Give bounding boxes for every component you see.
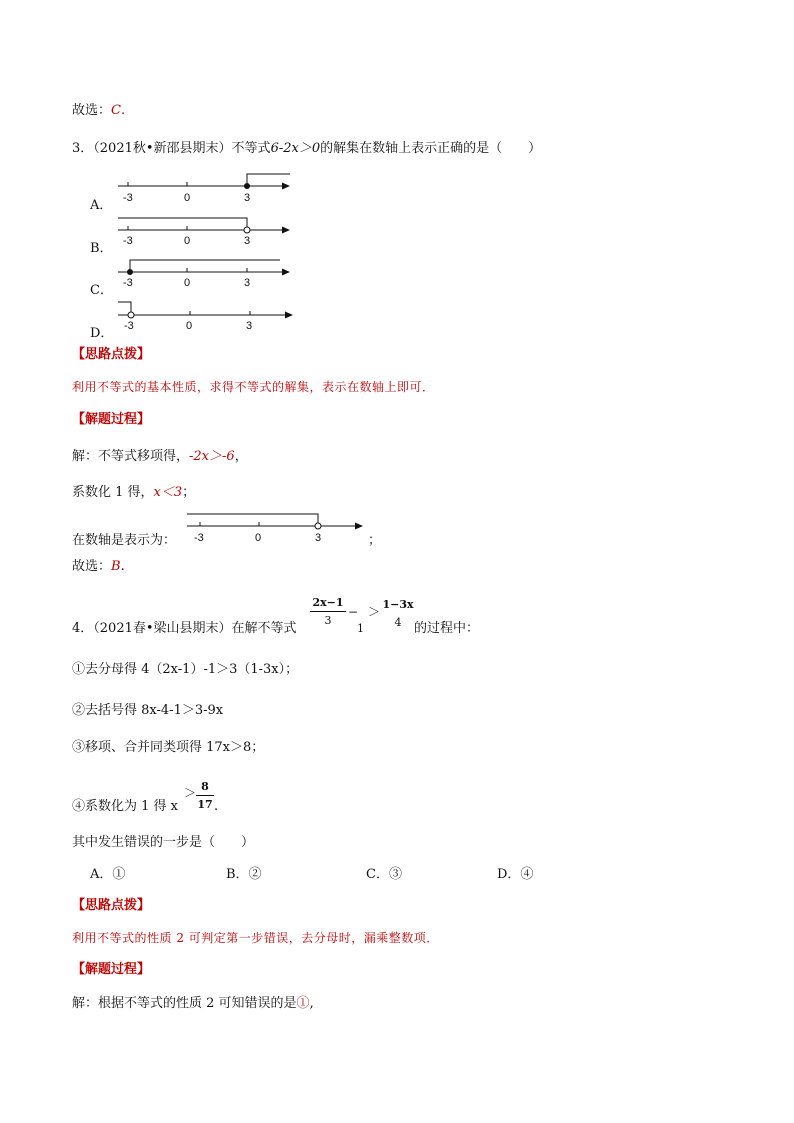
stem-text: 的解集在数轴上表示正确的是（ ） [320,141,542,156]
q3-answer [72,560,125,573]
tick-label: 0 [255,532,262,544]
tick-label: 3 [244,235,251,247]
choice-c: C．③ [366,867,402,882]
step-text: 解：根据不等式的性质 2 可知错误的是 [72,996,297,1011]
step-expr: x＜3 [153,485,183,500]
fraction-3 [196,781,214,810]
answer-prefix: 故选： [72,559,112,574]
solution-ray [187,514,318,523]
inequality: 6-2x＞0 [270,141,321,156]
choice-a: A．① [90,867,126,882]
fraction-denominator: 3 [324,614,332,627]
hint-title: 【思路点拨】 [72,898,151,913]
greater-than-sign: ＞ [184,786,197,800]
fraction-numerator: 2x−1 [312,596,344,609]
answer-suffix: . [120,103,126,118]
arrow-icon [282,269,290,276]
constant-one: 1 [357,622,364,635]
question-number: 3． [72,141,94,156]
stem-text: 不等式 [231,141,271,156]
tick-label: -3 [124,320,134,332]
stem-text: 在解不等式 [231,621,297,636]
number-line-c [118,260,290,289]
q3-step1 [72,450,248,463]
tick-label: 0 [184,235,191,247]
step-text: 在数轴是表示为： [72,533,177,548]
solution-ray [130,260,280,272]
process-title: 【解题过程】 [72,412,151,427]
arrow-icon [355,523,363,530]
hint-text: 利用不等式的基本性质，求得不等式的解集，表示在数轴上即可． [72,380,435,394]
question-number: 4． [72,621,94,636]
tick-label: 0 [184,277,191,289]
hint-title: 【思路点拨】 [72,347,151,362]
step-text: ， [234,449,248,464]
question-source: （2021秋•新邵县期末） [93,141,232,156]
step-text: 系数化 1 得， [72,485,154,500]
solution-number-line [187,514,363,544]
tick-label: 3 [315,532,322,544]
process-title: 【解题过程】 [72,962,151,977]
number-line-a [118,174,290,204]
fraction-denominator: 17 [197,798,213,811]
tick-label: 3 [244,192,251,204]
step-text: . [214,799,219,814]
hint-text: 利用不等式的性质 2 可判定第一步错误，去分母时，漏乘整数项． [72,931,439,945]
arrow-icon [282,183,290,190]
option-b-label: B． [90,241,113,256]
answer-choice: C [111,103,121,118]
solution-ray [118,302,131,312]
q3-step2 [72,486,195,499]
q4-step-3: ③移项、合并同类项得 17x＞8； [72,740,265,755]
fraction-2 [381,599,415,628]
solution-ray [118,218,247,227]
fraction-bar [381,613,415,614]
step-text: 解：不等式移项得， [72,449,190,464]
solution-mark: ① [296,996,310,1011]
answer-prefix: 故选： [72,103,112,118]
tick-label: -3 [194,532,204,544]
stem-text: 的过程中： [414,621,480,636]
minus-sign: − [348,605,359,619]
fraction-denominator: 4 [394,616,402,629]
option-c-label: C． [90,283,113,298]
q4-step-1: ①去分母得 4（2x-1）-1＞3（1-3x）； [72,662,299,677]
open-dot [128,312,134,318]
fraction-numerator: 8 [201,780,209,793]
filled-dot [127,269,133,275]
step-expr: -2x＞-6 [189,449,235,464]
q4-step-4: ④系数化为 1 得 x [72,799,178,814]
arrow-icon [285,312,293,319]
fraction-bar [310,611,346,612]
tick-label: 0 [186,320,193,332]
number-line-d [118,302,293,332]
q4-question: 其中发生错误的一步是（ ） [72,835,255,850]
step-text: ； [368,533,382,548]
filled-dot [244,183,250,189]
q4-solution [72,997,314,1010]
choice-d: D．④ [497,867,534,882]
greater-than-sign: ＞ [368,605,381,619]
option-d-label: D． [90,326,114,341]
question-source: （2021春•梁山县期末） [93,621,232,636]
tick-label: -3 [123,277,133,289]
answer-choice: B [111,559,121,574]
fraction-bar [196,795,214,796]
q4-stem-start [72,622,297,635]
fraction-1 [310,597,346,626]
tick-label: 0 [184,192,191,204]
fraction-numerator: 1−3x [382,598,414,611]
q4-step-2: ②去括号得 8x-4-1＞3-9x [72,703,224,718]
open-dot [244,227,250,233]
tick-label: 3 [244,277,251,289]
open-dot [315,523,321,529]
tick-label: -3 [123,192,133,204]
tick-label: -3 [123,235,133,247]
option-a-label: A． [90,198,113,213]
tick-label: 3 [246,320,253,332]
answer-suffix: . [120,559,125,574]
step-text: ； [182,485,196,500]
arrow-icon [282,227,290,234]
choice-b: B．② [226,867,262,882]
step-text: , [309,996,314,1011]
number-line-b [118,218,290,247]
